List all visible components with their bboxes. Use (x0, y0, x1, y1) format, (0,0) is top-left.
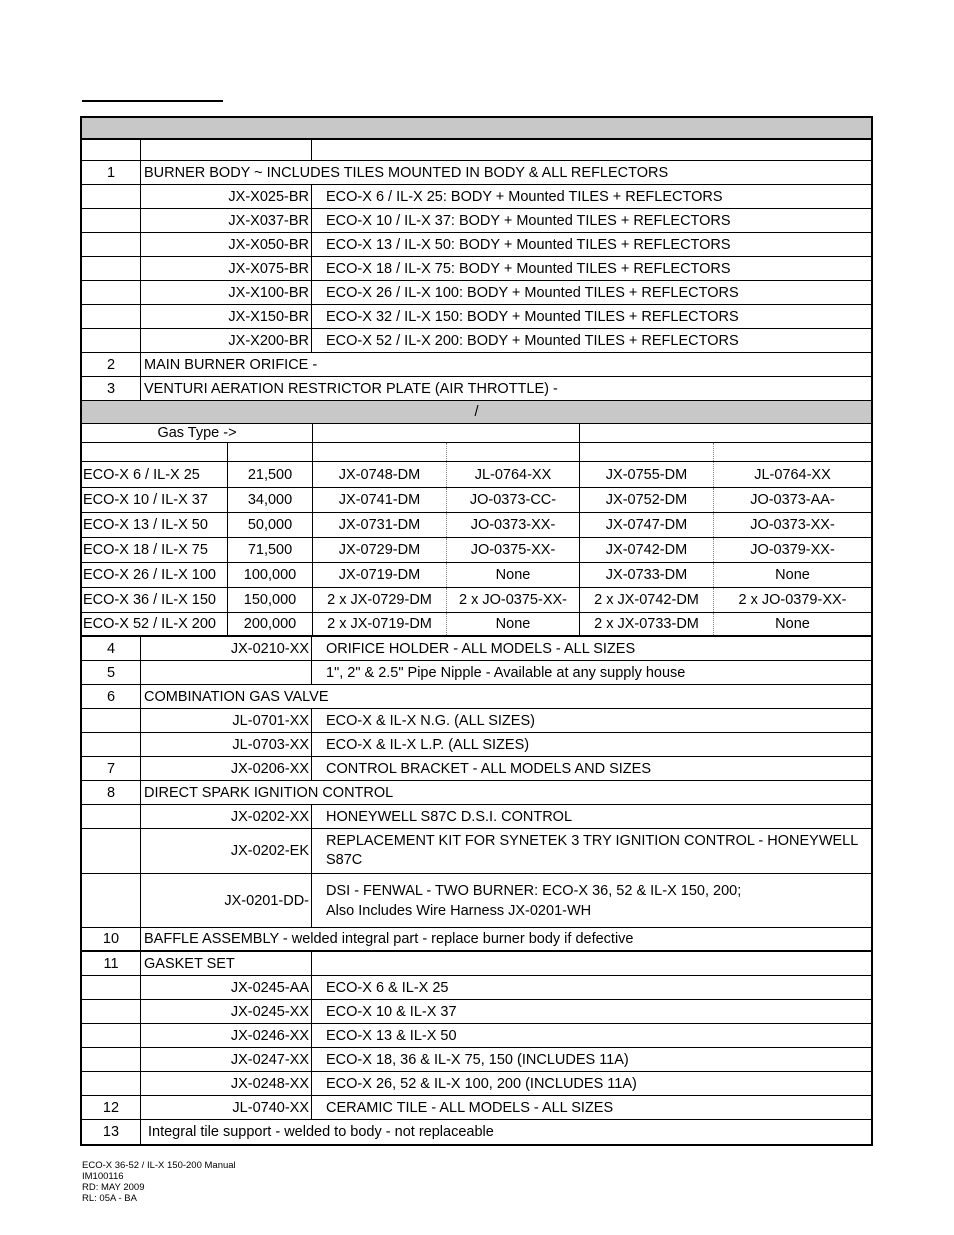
part-description: ECO-X & IL-X L.P. (ALL SIZES) (326, 736, 530, 753)
part-number (141, 661, 312, 684)
orifice-part: JX-0731-DM (313, 513, 447, 537)
item-description: GASKET SET (141, 952, 312, 975)
btu-value: 200,000 (228, 613, 313, 635)
table-row (82, 1072, 871, 1096)
restrictor-part: JO-0373-CC- (447, 488, 580, 512)
item-number: 10 (82, 928, 141, 950)
part-description: CONTROL BRACKET - ALL MODELS AND SIZES (326, 760, 651, 777)
part-row-4 (82, 637, 871, 661)
orifice-part: JX-0729-DM (313, 538, 447, 562)
part-description: ECO-X 26 / IL-X 100: BODY + Mounted TILES + REFLECTORS (326, 284, 739, 301)
btu-value: 34,000 (228, 488, 313, 512)
table-row (82, 733, 871, 757)
orifice-part: 2 x JX-0733-DM (580, 613, 714, 635)
item-number: 4 (82, 637, 141, 660)
table-row (82, 233, 871, 257)
table-row (82, 257, 871, 281)
orifice-row (82, 613, 871, 637)
item-number: 12 (82, 1096, 141, 1119)
item-description: COMBINATION GAS VALVE (144, 688, 329, 705)
item-description: VENTURI AERATION RESTRICTOR PLATE (AIR THROTTLE) - (144, 380, 558, 397)
orifice-part: JX-0741-DM (313, 488, 447, 512)
table-row (82, 281, 871, 305)
part-description: ECO-X 13 & IL-X 50 (326, 1027, 457, 1044)
part-description: ECO-X 52 / IL-X 200: BODY + Mounted TILES + REFLECTORS (326, 332, 739, 349)
part-description: ECO-X 6 & IL-X 25 (326, 979, 449, 996)
orifice-row (82, 588, 871, 613)
part-number: JX-0202-XX (141, 805, 312, 828)
part-description: ECO-X & IL-X N.G. (ALL SIZES) (326, 712, 535, 729)
restrictor-part: 2 x JO-0375-XX- (447, 588, 580, 612)
part-number: JX-0246-XX (141, 1024, 312, 1047)
restrictor-part: None (775, 567, 810, 583)
orifice-section-bar (82, 401, 871, 424)
table-row (82, 185, 871, 209)
table-row (82, 829, 871, 874)
model-name: ECO-X 52 / IL-X 200 (82, 613, 228, 635)
table-row (82, 209, 871, 233)
part-row-12 (82, 1096, 871, 1120)
orifice-part: 2 x JX-0729-DM (313, 588, 447, 612)
restrictor-part: JL-0764-XX (447, 462, 580, 487)
orifice-part: 2 x JX-0742-DM (580, 588, 714, 612)
item-number: 5 (82, 661, 141, 684)
item-number: 8 (82, 781, 141, 804)
item-number: 7 (82, 757, 141, 780)
model-name: ECO-X 26 / IL-X 100 (82, 563, 228, 587)
part-description: ECO-X 18, 36 & IL-X 75, 150 (INCLUDES 11A) (326, 1051, 629, 1068)
model-name: ECO-X 36 / IL-X 150 (82, 588, 228, 612)
part-description: ECO-X 10 & IL-X 37 (326, 1003, 457, 1020)
footer-line: IM100116 (82, 1171, 124, 1182)
part-row-1 (82, 161, 871, 185)
orifice-part: JX-0752-DM (580, 488, 714, 512)
orifice-part: JX-0747-DM (580, 513, 714, 537)
part-number: JX-0248-XX (141, 1072, 312, 1095)
orifice-part: JX-0742-DM (580, 538, 714, 562)
part-description: ECO-X 6 / IL-X 25: BODY + Mounted TILES + REFLECTORS (326, 188, 723, 205)
part-number: JL-0701-XX (141, 709, 312, 732)
part-number: JX-X100-BR (141, 281, 312, 304)
gas-type-row (82, 424, 871, 443)
orifice-row (82, 563, 871, 588)
table-row (82, 1000, 871, 1024)
table-row (82, 329, 871, 353)
table-row (82, 1048, 871, 1072)
document-footer (82, 1160, 236, 1204)
restrictor-part: None (775, 616, 810, 632)
part-row-5 (82, 661, 871, 685)
part-number: JX-0202-EK (141, 829, 312, 873)
item-number: 2 (82, 353, 141, 376)
part-number: JX-0210-XX (141, 637, 312, 660)
table-row (82, 976, 871, 1000)
description-line: Also Includes Wire Harness JX-0201-WH (326, 902, 592, 919)
part-number: JX-X050-BR (141, 233, 312, 256)
item-number: 1 (82, 161, 141, 184)
table-row (82, 305, 871, 329)
orifice-row (82, 538, 871, 563)
btu-value: 71,500 (228, 538, 313, 562)
restrictor-part: None (447, 613, 580, 635)
part-description: ECO-X 32 / IL-X 150: BODY + Mounted TILES + REFLECTORS (326, 308, 739, 325)
table-header-bar (82, 118, 871, 140)
orifice-part: JX-0748-DM (313, 462, 447, 487)
table-row (82, 874, 871, 928)
item-number: 13 (82, 1120, 141, 1144)
part-row-8 (82, 781, 871, 805)
part-description: ORIFICE HOLDER - ALL MODELS - ALL SIZES (326, 640, 636, 657)
item-description: BAFFLE ASSEMBLY - welded integral part - replace burner body if defective (144, 931, 634, 947)
part-description: CERAMIC TILE - ALL MODELS - ALL SIZES (326, 1099, 614, 1116)
part-description: ECO-X 18 / IL-X 75: BODY + Mounted TILES + REFLECTORS (326, 260, 731, 277)
restrictor-part: JO-0373-XX- (447, 513, 580, 537)
btu-value: 21,500 (228, 462, 313, 487)
orifice-header-row (82, 443, 871, 462)
orifice-part: JX-0719-DM (313, 563, 447, 587)
part-number: JL-0703-XX (141, 733, 312, 756)
table-row (82, 1024, 871, 1048)
item-description: BURNER BODY ~ INCLUDES TILES MOUNTED IN BODY & ALL REFLECTORS (144, 164, 669, 181)
part-description: ECO-X 26, 52 & IL-X 100, 200 (INCLUDES 11A) (326, 1075, 637, 1092)
restrictor-part: 2 x JO-0379-XX- (738, 592, 847, 608)
model-name: ECO-X 6 / IL-X 25 (82, 462, 228, 487)
orifice-part: 2 x JX-0719-DM (313, 613, 447, 635)
part-number: JX-X037-BR (141, 209, 312, 232)
restrictor-part: JL-0764-XX (754, 466, 831, 483)
section-mark: / (82, 401, 871, 423)
part-number: JX-0245-XX (141, 1000, 312, 1023)
part-number: JX-0206-XX (141, 757, 312, 780)
part-row-10 (82, 928, 871, 952)
gas-type-label: Gas Type -> (82, 424, 313, 442)
orifice-part: JX-0733-DM (580, 563, 714, 587)
item-description: Integral tile support - welded to body - not replaceable (148, 1124, 494, 1140)
btu-value: 50,000 (228, 513, 313, 537)
restrictor-part: JO-0373-AA- (750, 492, 835, 508)
item-number: 3 (82, 377, 141, 400)
part-number: JX-X200-BR (141, 329, 312, 352)
part-row-13 (82, 1120, 871, 1144)
orifice-row (82, 462, 871, 488)
footer-line: RD: MAY 2009 (82, 1182, 145, 1193)
part-number: JX-X150-BR (141, 305, 312, 328)
part-number: JX-X025-BR (141, 185, 312, 208)
table-row (82, 805, 871, 829)
restrictor-part: JO-0379-XX- (750, 542, 835, 558)
parts-table (80, 116, 873, 1146)
btu-value: 100,000 (228, 563, 313, 587)
footer-line: RL: 05A - BA (82, 1193, 137, 1204)
orifice-row (82, 513, 871, 538)
table-row (82, 709, 871, 733)
part-description: 1", 2" & 2.5" Pipe Nipple - Available at any supply house (326, 664, 686, 681)
part-row-11 (82, 952, 871, 976)
description-line: DSI - FENWAL - TWO BURNER: ECO-X 36, 52 & IL-X 150, 200; (326, 882, 742, 899)
model-name: ECO-X 10 / IL-X 37 (82, 488, 228, 512)
part-description: ECO-X 13 / IL-X 50: BODY + Mounted TILES + REFLECTORS (326, 236, 731, 253)
part-description: REPLACEMENT KIT FOR SYNETEK 3 TRY IGNITION CONTROL - HONEYWELL S87C (326, 833, 858, 868)
part-number: JX-0245-AA (141, 976, 312, 999)
restrictor-part: JO-0375-XX- (447, 538, 580, 562)
model-name: ECO-X 18 / IL-X 75 (82, 538, 228, 562)
title-underline (82, 100, 223, 102)
part-number: JX-0247-XX (141, 1048, 312, 1071)
part-row-3 (82, 377, 871, 401)
restrictor-part: JO-0373-XX- (750, 517, 835, 533)
btu-value: 150,000 (228, 588, 313, 612)
item-number: 6 (82, 685, 141, 708)
orifice-part: JX-0755-DM (580, 462, 714, 487)
item-description: MAIN BURNER ORIFICE - (144, 356, 318, 373)
header-row (82, 140, 871, 161)
model-name: ECO-X 13 / IL-X 50 (82, 513, 228, 537)
part-description: HONEYWELL S87C D.S.I. CONTROL (326, 808, 573, 825)
part-description: ECO-X 10 / IL-X 37: BODY + Mounted TILES + REFLECTORS (326, 212, 731, 229)
part-number: JL-0740-XX (141, 1096, 312, 1119)
footer-line: ECO-X 36-52 / IL-X 150-200 Manual (82, 1160, 236, 1171)
part-row-2 (82, 353, 871, 377)
item-description: DIRECT SPARK IGNITION CONTROL (144, 784, 394, 801)
part-description (312, 874, 871, 927)
part-row-6 (82, 685, 871, 709)
part-number: JX-X075-BR (141, 257, 312, 280)
orifice-row (82, 488, 871, 513)
restrictor-part: None (447, 563, 580, 587)
part-row-7 (82, 757, 871, 781)
item-number: 11 (82, 952, 141, 975)
part-number: JX-0201-DD- (141, 874, 312, 927)
